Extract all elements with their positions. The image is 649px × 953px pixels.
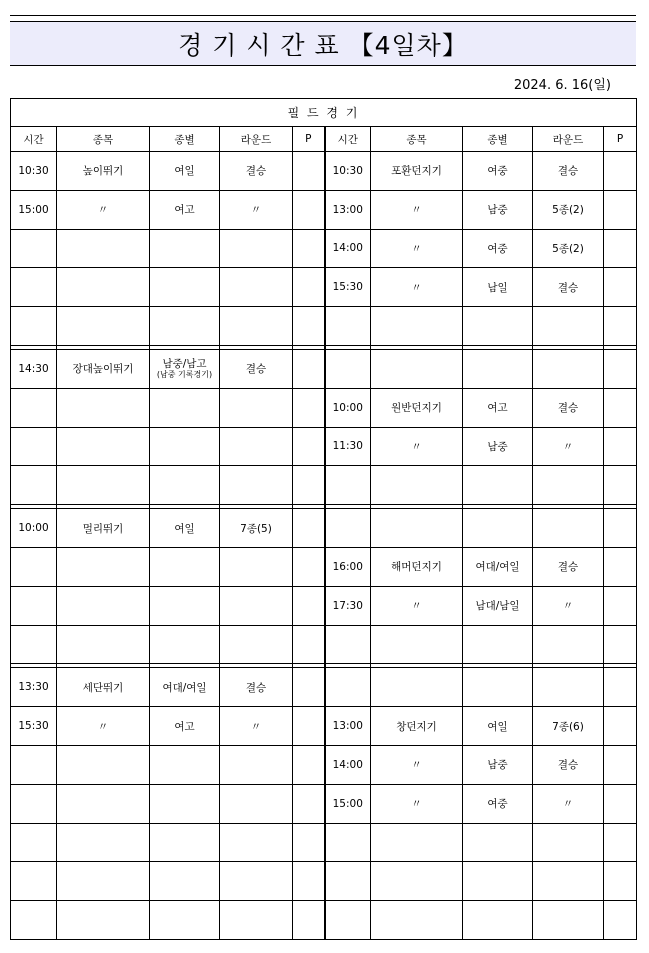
right-p-cell — [604, 823, 637, 862]
schedule-date: 2024. 6. 16(일) — [513, 78, 611, 93]
left-time-cell: 15:00 — [11, 190, 57, 229]
right-division-cell: 남일 — [463, 268, 533, 307]
right-round-cell: 5종(2) — [533, 229, 604, 268]
left-event-cell: 세단뛰기 — [57, 668, 150, 707]
table-row — [11, 586, 637, 625]
table-row — [11, 668, 637, 707]
division-note: (남중 기록경기) — [156, 370, 213, 380]
left-event-cell: 장대높이뛰기 — [57, 349, 150, 388]
right-p-cell — [604, 268, 637, 307]
left-division-cell — [150, 586, 220, 625]
right-round-cell — [533, 349, 604, 388]
right-time-cell: 13:00 — [325, 190, 371, 229]
table-row — [11, 862, 637, 901]
right-division-cell — [463, 307, 533, 346]
left-event-cell: 〃 — [57, 707, 150, 746]
left-p-cell — [293, 509, 325, 548]
left-division-cell: 여일 — [150, 152, 220, 191]
right-round-cell — [533, 901, 604, 940]
left-division-cell — [150, 823, 220, 862]
column-header-row — [11, 127, 637, 152]
right-division-cell — [463, 862, 533, 901]
right-time-cell — [325, 625, 371, 664]
left-p-cell — [293, 745, 325, 784]
right-division-cell — [463, 901, 533, 940]
right-p-cell — [604, 745, 637, 784]
left-time-cell — [11, 427, 57, 466]
right-event-cell: 〃 — [371, 427, 463, 466]
left-division-cell — [150, 466, 220, 505]
left-division-cell — [150, 625, 220, 664]
left-p-cell — [293, 307, 325, 346]
right-event-cell: 〃 — [371, 190, 463, 229]
left-event-cell: 멀리뛰기 — [57, 509, 150, 548]
top-rule — [10, 15, 636, 16]
right-p-cell — [604, 229, 637, 268]
right-division-cell — [463, 509, 533, 548]
table-row — [11, 707, 637, 746]
left-round-cell — [220, 388, 293, 427]
right-time-cell — [325, 823, 371, 862]
left-division-cell: 여고 — [150, 190, 220, 229]
right-round-cell: 5종(2) — [533, 190, 604, 229]
right-round-cell: 결승 — [533, 547, 604, 586]
title-band — [10, 21, 636, 66]
right-round-cell: 결승 — [533, 745, 604, 784]
right-division-cell: 남중 — [463, 745, 533, 784]
right-division-cell — [463, 823, 533, 862]
left-p-cell — [293, 190, 325, 229]
left-division-cell — [150, 268, 220, 307]
left-time-cell — [11, 901, 57, 940]
left-event-cell — [57, 862, 150, 901]
right-p-cell — [604, 547, 637, 586]
left-event-cell — [57, 307, 150, 346]
right-time-cell — [325, 862, 371, 901]
table-row — [11, 466, 637, 505]
right-p-cell — [604, 307, 637, 346]
col-header-right-time: 시간 — [325, 127, 371, 152]
left-round-cell — [220, 784, 293, 823]
col-header-left-p: P — [293, 127, 325, 152]
right-division-cell — [463, 349, 533, 388]
left-event-cell — [57, 229, 150, 268]
right-p-cell — [604, 784, 637, 823]
table-row — [11, 427, 637, 466]
division-label: 남중/남고 — [162, 358, 207, 371]
right-division-cell — [463, 466, 533, 505]
left-time-cell — [11, 784, 57, 823]
table-row — [11, 152, 637, 191]
left-event-cell — [57, 901, 150, 940]
left-p-cell — [293, 466, 325, 505]
right-event-cell: 〃 — [371, 745, 463, 784]
right-event-cell: 〃 — [371, 784, 463, 823]
right-round-cell: 7종(6) — [533, 707, 604, 746]
left-time-cell — [11, 388, 57, 427]
left-round-cell: 〃 — [220, 707, 293, 746]
left-round-cell: 결승 — [220, 668, 293, 707]
table-row — [11, 901, 637, 940]
right-event-cell — [371, 901, 463, 940]
left-round-cell — [220, 586, 293, 625]
right-p-cell — [604, 466, 637, 505]
right-p-cell — [604, 509, 637, 548]
right-round-cell: 결승 — [533, 388, 604, 427]
right-time-cell: 10:30 — [325, 152, 371, 191]
left-event-cell — [57, 466, 150, 505]
left-p-cell — [293, 268, 325, 307]
table-row — [11, 509, 637, 548]
left-event-cell — [57, 586, 150, 625]
left-division-cell — [150, 745, 220, 784]
right-p-cell — [604, 901, 637, 940]
col-header-left-time: 시간 — [11, 127, 57, 152]
table-row — [11, 823, 637, 862]
right-time-cell: 10:00 — [325, 388, 371, 427]
left-event-cell — [57, 784, 150, 823]
right-time-cell — [325, 466, 371, 505]
left-p-cell — [293, 823, 325, 862]
right-division-cell: 남중 — [463, 427, 533, 466]
table-row — [11, 625, 637, 664]
col-header-right-p: P — [604, 127, 637, 152]
left-time-cell — [11, 586, 57, 625]
right-round-cell — [533, 625, 604, 664]
right-time-cell: 17:30 — [325, 586, 371, 625]
left-division-cell: 여고 — [150, 707, 220, 746]
left-p-cell — [293, 586, 325, 625]
left-p-cell — [293, 784, 325, 823]
left-event-cell — [57, 745, 150, 784]
right-time-cell: 14:00 — [325, 229, 371, 268]
left-p-cell — [293, 349, 325, 388]
left-time-cell — [11, 745, 57, 784]
left-round-cell — [220, 427, 293, 466]
left-time-cell — [11, 307, 57, 346]
left-p-cell — [293, 862, 325, 901]
left-round-cell — [220, 745, 293, 784]
right-division-cell — [463, 625, 533, 664]
left-time-cell — [11, 547, 57, 586]
table-row — [11, 784, 637, 823]
right-round-cell — [533, 307, 604, 346]
left-time-cell: 10:00 — [11, 509, 57, 548]
right-event-cell: 원반던지기 — [371, 388, 463, 427]
right-time-cell — [325, 349, 371, 388]
left-division-cell — [150, 784, 220, 823]
table-row — [11, 190, 637, 229]
left-time-cell — [11, 268, 57, 307]
col-header-left-round: 라운드 — [220, 127, 293, 152]
section-title: 필 드 경 기 — [11, 99, 637, 127]
left-round-cell — [220, 823, 293, 862]
left-round-cell: 결승 — [220, 152, 293, 191]
right-division-cell: 여대/여일 — [463, 547, 533, 586]
left-round-cell — [220, 901, 293, 940]
left-division-cell — [150, 349, 220, 388]
left-division-cell — [150, 229, 220, 268]
right-division-cell — [463, 668, 533, 707]
table-row — [11, 745, 637, 784]
left-time-cell — [11, 823, 57, 862]
right-event-cell — [371, 349, 463, 388]
right-p-cell — [604, 349, 637, 388]
left-division-cell: 여대/여일 — [150, 668, 220, 707]
right-event-cell: 창던지기 — [371, 707, 463, 746]
left-time-cell: 15:30 — [11, 707, 57, 746]
left-round-cell: 7종(5) — [220, 509, 293, 548]
right-round-cell — [533, 509, 604, 548]
left-time-cell — [11, 466, 57, 505]
right-time-cell — [325, 668, 371, 707]
table-row — [11, 349, 637, 388]
right-event-cell: 〃 — [371, 268, 463, 307]
left-event-cell — [57, 823, 150, 862]
right-division-cell: 여고 — [463, 388, 533, 427]
left-round-cell — [220, 268, 293, 307]
right-round-cell: 결승 — [533, 268, 604, 307]
table-row — [11, 268, 637, 307]
right-round-cell — [533, 862, 604, 901]
right-p-cell — [604, 427, 637, 466]
right-time-cell: 15:00 — [325, 784, 371, 823]
left-event-cell — [57, 388, 150, 427]
right-p-cell — [604, 668, 637, 707]
left-p-cell — [293, 152, 325, 191]
left-time-cell: 14:30 — [11, 349, 57, 388]
left-p-cell — [293, 427, 325, 466]
table-row — [11, 307, 637, 346]
left-time-cell: 10:30 — [11, 152, 57, 191]
left-division-cell — [150, 547, 220, 586]
left-division-cell — [150, 388, 220, 427]
left-round-cell — [220, 547, 293, 586]
left-event-cell — [57, 427, 150, 466]
left-division-cell — [150, 427, 220, 466]
right-event-cell — [371, 823, 463, 862]
right-event-cell: 〃 — [371, 586, 463, 625]
right-division-cell: 여중 — [463, 152, 533, 191]
left-event-cell — [57, 625, 150, 664]
right-division-cell: 여중 — [463, 784, 533, 823]
left-round-cell — [220, 625, 293, 664]
right-round-cell: 결승 — [533, 152, 604, 191]
right-event-cell: 포환던지기 — [371, 152, 463, 191]
table-row — [11, 547, 637, 586]
right-time-cell: 14:00 — [325, 745, 371, 784]
left-time-cell: 13:30 — [11, 668, 57, 707]
right-time-cell: 11:30 — [325, 427, 371, 466]
left-division-cell — [150, 307, 220, 346]
left-round-cell: 〃 — [220, 190, 293, 229]
right-event-cell — [371, 509, 463, 548]
col-header-left-division: 종별 — [150, 127, 220, 152]
left-time-cell — [11, 625, 57, 664]
col-header-right-division: 종별 — [463, 127, 533, 152]
right-time-cell: 16:00 — [325, 547, 371, 586]
left-event-cell: 〃 — [57, 190, 150, 229]
left-round-cell — [220, 862, 293, 901]
right-round-cell — [533, 823, 604, 862]
right-division-cell: 여일 — [463, 707, 533, 746]
left-p-cell — [293, 229, 325, 268]
right-event-cell — [371, 466, 463, 505]
right-round-cell: 〃 — [533, 427, 604, 466]
left-round-cell — [220, 229, 293, 268]
right-event-cell — [371, 625, 463, 664]
right-time-cell: 13:00 — [325, 707, 371, 746]
left-p-cell — [293, 707, 325, 746]
left-time-cell — [11, 229, 57, 268]
right-time-cell — [325, 307, 371, 346]
right-event-cell: 〃 — [371, 229, 463, 268]
right-round-cell: 〃 — [533, 586, 604, 625]
left-division-cell — [150, 862, 220, 901]
right-round-cell — [533, 668, 604, 707]
right-event-cell — [371, 668, 463, 707]
right-p-cell — [604, 862, 637, 901]
table-row — [11, 388, 637, 427]
left-time-cell — [11, 862, 57, 901]
left-p-cell — [293, 625, 325, 664]
right-division-cell: 여중 — [463, 229, 533, 268]
left-p-cell — [293, 668, 325, 707]
left-division-cell — [150, 901, 220, 940]
right-time-cell: 15:30 — [325, 268, 371, 307]
left-p-cell — [293, 388, 325, 427]
right-p-cell — [604, 707, 637, 746]
right-p-cell — [604, 625, 637, 664]
right-round-cell: 〃 — [533, 784, 604, 823]
right-p-cell — [604, 152, 637, 191]
schedule-body — [11, 152, 637, 940]
right-time-cell — [325, 509, 371, 548]
left-division-cell: 여일 — [150, 509, 220, 548]
page-title: 경 기 시 간 표 【4일차】 — [178, 30, 468, 60]
left-event-cell: 높이뛰기 — [57, 152, 150, 191]
right-event-cell: 해머던지기 — [371, 547, 463, 586]
col-header-right-round: 라운드 — [533, 127, 604, 152]
right-time-cell — [325, 901, 371, 940]
right-p-cell — [604, 586, 637, 625]
left-event-cell — [57, 547, 150, 586]
right-event-cell — [371, 307, 463, 346]
schedule-table — [10, 98, 637, 940]
left-round-cell — [220, 466, 293, 505]
left-p-cell — [293, 547, 325, 586]
left-round-cell: 결승 — [220, 349, 293, 388]
col-header-left-event: 종목 — [57, 127, 150, 152]
col-header-right-event: 종목 — [371, 127, 463, 152]
right-p-cell — [604, 190, 637, 229]
right-division-cell: 남중 — [463, 190, 533, 229]
right-event-cell — [371, 862, 463, 901]
right-p-cell — [604, 388, 637, 427]
left-p-cell — [293, 901, 325, 940]
left-round-cell — [220, 307, 293, 346]
table-row — [11, 229, 637, 268]
right-division-cell: 남대/남일 — [463, 586, 533, 625]
left-event-cell — [57, 268, 150, 307]
right-round-cell — [533, 466, 604, 505]
